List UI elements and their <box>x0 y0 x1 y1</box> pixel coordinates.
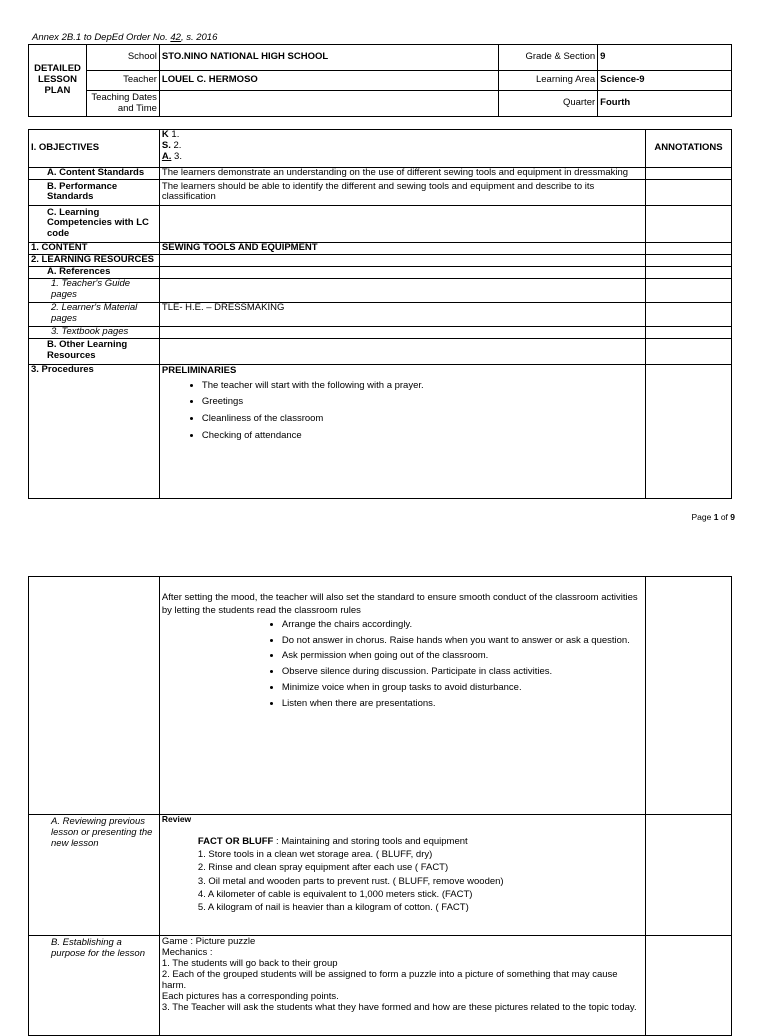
preliminaries-heading: PRELIMINARIES <box>161 364 237 376</box>
fact-or-bluff-title: FACT OR BLUFF <box>197 835 274 847</box>
list-item: 5. A kilogram of nail is heavier than a kilogram of cotton. ( FACT) <box>197 902 469 914</box>
list-item: 3. The Teacher will ask the students what they have formed and how are these pictures related to the topic today. <box>161 1001 637 1013</box>
teacher-name: LOUEL C. HERMOSO <box>159 71 498 91</box>
textbook-pages-label: 3. Textbook pages <box>29 326 160 338</box>
objectives-heading: I. OBJECTIVES <box>29 130 160 168</box>
list-item: 2. Rinse and clean spray equipment after each use ( FACT) <box>197 862 449 874</box>
list-item: • Ask permission when going out of the classroom. <box>282 651 643 662</box>
preliminaries-list <box>162 381 643 443</box>
list-item: • Greetings <box>202 397 643 408</box>
list-item: • Minimize voice when in group tasks to avoid disturbance. <box>282 683 643 694</box>
grade-value: 9 <box>598 45 732 71</box>
reviewing-lesson-label: A. Reviewing previous lesson or presenting the new lesson <box>29 815 160 936</box>
annotations-heading: ANNOTATIONS <box>646 130 732 168</box>
game-title: Game : Picture puzzle <box>161 936 256 947</box>
list-item: • Cleanliness of the classroom <box>202 414 643 425</box>
list-item: 1. The students will go back to their group <box>161 957 338 969</box>
grade-label: Grade & Section <box>499 45 598 71</box>
content-standards-label: A. Content Standards <box>29 168 160 180</box>
order-number: 42 <box>170 32 181 43</box>
list-item: 3. Oil metal and wooden parts to prevent rust. ( BLUFF, remove wooden) <box>197 875 504 887</box>
competencies-label: C. Learning Competencies with LC code <box>29 205 160 242</box>
learning-area-value: Science-9 <box>598 71 732 91</box>
lesson-plan-table <box>28 129 732 499</box>
procedures-label: 3. Procedures <box>29 364 160 498</box>
teachers-guide-label: 1. Teacher's Guide pages <box>29 278 160 302</box>
learners-material-label: 2. Learner's Material pages <box>29 302 160 326</box>
fact-or-bluff-block: FACT OR BLUFF : Maintaining and storing tools and equipment 1. Store tools in a clean wet storage area. ( BLUFF, dry) 2. Rinse and clean spray equipment after each use ( FACT) 3. Oil metal and wooden parts to prevent rust. ( BLUFF, remove wooden) 4. A kilometer of cable is equivalent to 1,000 meters stick. (FACT) 5. A kilogram of nail is heavier than a kilogram of cotton. ( FACT) <box>162 835 643 915</box>
annex-reference: Annex 2B.1 to DepEd Order No. 42, s. 2016 <box>32 32 218 43</box>
content-label: 1. CONTENT <box>29 242 160 254</box>
list-item: • Do not answer in chorus. Raise hands when you want to answer or ask a question. <box>282 636 643 647</box>
quarter-value: Fourth <box>598 91 732 117</box>
performance-standards-text: The learners should be able to identify the different and sewing tools and equipment and describe to its classification <box>159 179 645 205</box>
classroom-rules-cell <box>159 577 645 815</box>
objectives-ksa: K 1. S. 2. A. 3. <box>159 130 645 168</box>
list-item: 2. Each of the grouped students will be assigned to form a puzzle into a picture of something that may cause harm. <box>161 968 618 991</box>
list-item: • Arrange the chairs accordingly. <box>282 620 643 631</box>
lesson-plan-title: DETAILED LESSON PLAN <box>29 45 87 117</box>
content-text: SEWING TOOLS AND EQUIPMENT <box>159 242 645 254</box>
other-resources-label: B. Other Learning Resources <box>29 338 160 364</box>
review-heading: Review <box>161 814 192 824</box>
review-cell <box>159 815 645 936</box>
school-label: School <box>86 45 159 71</box>
list-item: • The teacher will start with the following with a prayer. <box>202 381 643 392</box>
list-item: Each pictures has a corresponding points. <box>161 990 339 1002</box>
learning-area-label: Learning Area <box>499 71 598 91</box>
list-item: • Observe silence during discussion. Participate in class activities. <box>282 667 643 678</box>
list-item: • Listen when there are presentations. <box>282 699 643 710</box>
list-item: • Checking of attendance <box>202 431 643 442</box>
references-label: A. References <box>29 266 160 278</box>
teacher-label: Teacher <box>86 71 159 91</box>
mechanics-heading: Mechanics : <box>161 946 213 958</box>
teaching-dates-value <box>159 91 498 117</box>
page-number: Page 1 of 9 <box>691 512 735 522</box>
content-standards-text: The learners demonstrate an understanding on the use of different sewing tools and equipment in dressmaking <box>159 168 645 180</box>
classroom-rules-list <box>162 620 643 711</box>
header-table <box>28 44 732 117</box>
teaching-dates-label: Teaching Dates and Time <box>86 91 159 117</box>
learners-material-text: TLE- H.E. – DRESSMAKING <box>159 302 645 326</box>
list-item: 1. Store tools in a clean wet storage area. ( BLUFF, dry) <box>197 849 433 861</box>
game-cell <box>159 936 645 1036</box>
competencies-text <box>159 205 645 242</box>
quarter-label: Quarter <box>499 91 598 117</box>
classroom-rules-intro: After setting the mood, the teacher will also set the standard to ensure smooth conduct of the classroom activities by letting the students read the classroom rules <box>161 592 638 617</box>
school-name: STO.NINO NATIONAL HIGH SCHOOL <box>159 45 498 71</box>
learning-resources-label: 2. LEARNING RESOURCES <box>29 254 160 266</box>
lesson-plan-table-page-2 <box>28 576 732 1036</box>
performance-standards-label: B. Performance Standards <box>29 179 160 205</box>
establishing-purpose-label: B. Establishing a purpose for the lesson <box>29 936 160 1036</box>
preliminaries-cell <box>159 364 645 498</box>
list-item: 4. A kilometer of cable is equivalent to 1,000 meters stick. (FACT) <box>197 888 473 900</box>
